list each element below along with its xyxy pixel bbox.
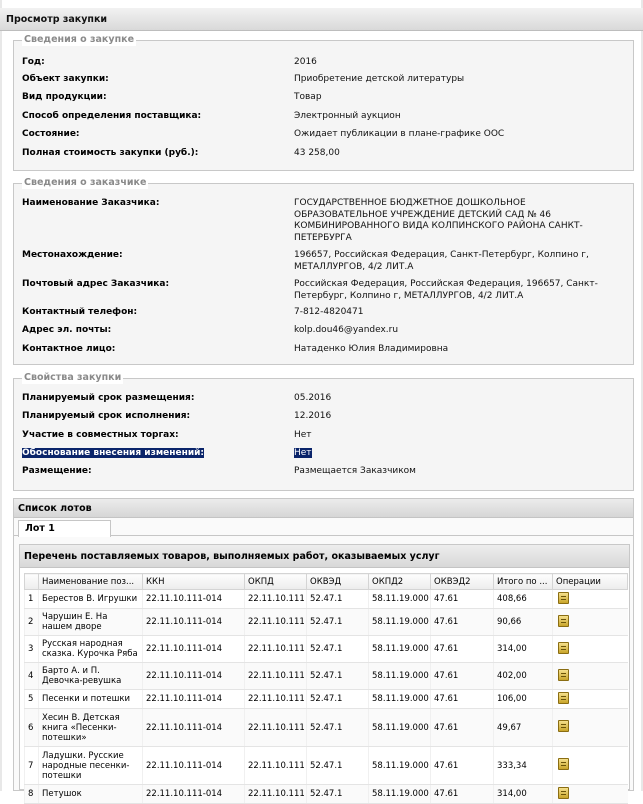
field-value: 196657, Российская Федерация, Санкт-Петербург, Колпино г, МЕТАЛЛУРГОВ, 4/2 ЛИТ.А bbox=[294, 250, 589, 272]
cell-okved: 52.47.1 bbox=[307, 785, 369, 804]
items-table bbox=[24, 573, 628, 804]
cell-okpd2: 58.11.19.000 bbox=[369, 636, 431, 663]
cell-okved: 52.47.1 bbox=[307, 747, 369, 785]
cell-kkn: 22.11.10.111-014 bbox=[143, 690, 245, 709]
customer-info-section bbox=[13, 177, 634, 365]
cell-kkn: 22.11.10.111-014 bbox=[143, 709, 245, 747]
cell-okpd2: 58.11.19.000 bbox=[369, 709, 431, 747]
field-label: Состояние: bbox=[22, 129, 80, 139]
window-title: Просмотр закупки bbox=[0, 8, 643, 31]
cell-kkn: 22.11.10.111-014 bbox=[143, 785, 245, 804]
cell-okved2: 47.61 bbox=[431, 636, 494, 663]
column-header-name[interactable]: Наименование поз... bbox=[39, 574, 143, 590]
cell-okved2: 47.61 bbox=[431, 609, 494, 636]
column-header-kkn[interactable]: ККН bbox=[143, 574, 245, 590]
cell-total: 314,00 bbox=[494, 785, 553, 804]
field-value: Российская Федерация, Российская Федерация, 196657, Санкт-Петербург, Колпино г, МЕТАЛЛУРГОВ, 4/2 ЛИТ.А bbox=[294, 279, 598, 301]
cell-number: 7 bbox=[25, 747, 39, 785]
table-row[interactable] bbox=[25, 663, 628, 690]
column-header-okved2[interactable]: ОКВЭД2 bbox=[431, 574, 494, 590]
field-label: Год: bbox=[22, 57, 45, 67]
field-value: ГОСУДАРСТВЕННОЕ БЮДЖЕТНОЕ ДОШКОЛЬНОЕ ОБРАЗОВАТЕЛЬНОЕ УЧРЕЖДЕНИЕ ДЕТСКИЙ САД № 46 КОМБИНИРОВАННОГО ВИДА КОЛПИНСКОГО РАЙОНА САНКТ-ПЕТЕРБУРГА bbox=[294, 198, 583, 243]
cell-operations bbox=[553, 785, 628, 804]
cell-operations bbox=[553, 690, 628, 709]
cell-total: 408,66 bbox=[494, 590, 553, 609]
table-row[interactable] bbox=[25, 609, 628, 636]
field-value: 43 258,00 bbox=[294, 148, 340, 158]
field-value: 12.2016 bbox=[294, 411, 332, 421]
purchase-props-legend: Свойства закупки bbox=[24, 372, 122, 383]
cell-okpd: 22.11.10.111 bbox=[245, 663, 307, 690]
cell-operations bbox=[553, 747, 628, 785]
field-label: Размещение: bbox=[22, 466, 92, 476]
cell-okved: 52.47.1 bbox=[307, 709, 369, 747]
field-label: Почтовый адрес Заказчика: bbox=[22, 279, 170, 289]
cell-okpd: 22.11.10.111 bbox=[245, 785, 307, 804]
cell-operations bbox=[553, 663, 628, 690]
view-document-icon[interactable] bbox=[558, 615, 569, 627]
field-label: Объект закупки: bbox=[22, 74, 109, 84]
column-header-okpd2[interactable]: ОКПД2 bbox=[369, 574, 431, 590]
cell-okpd2: 58.11.19.000 bbox=[369, 785, 431, 804]
field-label: Местонахождение: bbox=[22, 250, 123, 260]
cell-kkn: 22.11.10.111-014 bbox=[143, 636, 245, 663]
cell-okved: 52.47.1 bbox=[307, 663, 369, 690]
cell-name: Песенки и потешки bbox=[39, 690, 143, 709]
cell-total: 314,00 bbox=[494, 636, 553, 663]
cell-okved2: 47.61 bbox=[431, 663, 494, 690]
cell-name: Петушок bbox=[39, 785, 143, 804]
field-value: 05.2016 bbox=[294, 393, 332, 403]
cell-okved2: 47.61 bbox=[431, 785, 494, 804]
cell-kkn: 22.11.10.111-014 bbox=[143, 663, 245, 690]
column-header-total[interactable]: Итого по ... bbox=[494, 574, 553, 590]
cell-number: 3 bbox=[25, 636, 39, 663]
view-document-icon[interactable] bbox=[558, 720, 569, 732]
field-value: Товар bbox=[294, 92, 322, 102]
field-label: Участие в совместных торгах: bbox=[22, 430, 179, 440]
cell-okved: 52.47.1 bbox=[307, 590, 369, 609]
cell-total: 106,00 bbox=[494, 690, 553, 709]
cell-number: 1 bbox=[25, 590, 39, 609]
field-label: Планируемый срок размещения: bbox=[22, 393, 195, 403]
grid-caption: Перечень поставляемых товаров, выполняемых работ, оказываемых услуг bbox=[20, 545, 629, 568]
view-document-icon[interactable] bbox=[558, 592, 569, 604]
cell-name: Хесин В. Детская книга «Песенки-потешки» bbox=[39, 709, 143, 747]
cell-number: 8 bbox=[25, 785, 39, 804]
cell-total: 90,66 bbox=[494, 609, 553, 636]
cell-total: 333,34 bbox=[494, 747, 553, 785]
field-value: Нет bbox=[294, 430, 312, 440]
cell-number: 5 bbox=[25, 690, 39, 709]
cell-name: Ладушки. Русские народные песенки-потешки bbox=[39, 747, 143, 785]
table-row[interactable] bbox=[25, 785, 628, 804]
table-row[interactable] bbox=[25, 690, 628, 709]
field-value: Ожидает публикации в плане-графике ООС bbox=[294, 129, 505, 139]
table-row[interactable] bbox=[25, 636, 628, 663]
cell-okpd: 22.11.10.111 bbox=[245, 636, 307, 663]
cell-okpd2: 58.11.19.000 bbox=[369, 747, 431, 785]
table-header-row bbox=[25, 574, 628, 590]
window-border-left bbox=[0, 0, 2, 791]
view-document-icon[interactable] bbox=[558, 692, 569, 704]
field-label: Контактный телефон: bbox=[22, 307, 138, 317]
cell-operations bbox=[553, 709, 628, 747]
cell-name: Русская народная сказка. Курочка Ряба bbox=[39, 636, 143, 663]
purchase-info-legend: Сведения о закупке bbox=[24, 34, 135, 45]
cell-okpd2: 58.11.19.000 bbox=[369, 609, 431, 636]
view-document-icon[interactable] bbox=[558, 642, 569, 654]
cell-number: 4 bbox=[25, 663, 39, 690]
field-label-selected: Обоснование внесения изменений: bbox=[22, 448, 205, 458]
cell-operations bbox=[553, 636, 628, 663]
cell-okved2: 47.61 bbox=[431, 709, 494, 747]
field-label: Вид продукции: bbox=[22, 92, 107, 102]
cell-okved2: 47.61 bbox=[431, 747, 494, 785]
table-row[interactable] bbox=[25, 747, 628, 785]
cell-okpd: 22.11.10.111 bbox=[245, 609, 307, 636]
cell-okpd2: 58.11.19.000 bbox=[369, 690, 431, 709]
table-row[interactable] bbox=[25, 709, 628, 747]
cell-total: 402,00 bbox=[494, 663, 553, 690]
field-label: Полная стоимость закупки (руб.): bbox=[22, 148, 199, 158]
field-value bbox=[294, 448, 614, 460]
view-document-icon[interactable] bbox=[558, 758, 569, 770]
cell-total: 49,67 bbox=[494, 709, 553, 747]
customer-info-legend: Сведения о заказчике bbox=[24, 177, 147, 188]
lots-tab-strip bbox=[14, 518, 633, 536]
table-row[interactable] bbox=[25, 590, 628, 609]
cell-name: Берестов В. Игрушки bbox=[39, 590, 143, 609]
cell-okved2: 47.61 bbox=[431, 590, 494, 609]
cell-name: Чарушин Е. На нашем дворе bbox=[39, 609, 143, 636]
cell-okved: 52.47.1 bbox=[307, 636, 369, 663]
tab-lot-1[interactable]: Лот 1 bbox=[18, 520, 111, 537]
view-document-icon[interactable] bbox=[558, 669, 569, 681]
field-label: Адрес эл. почты: bbox=[22, 325, 112, 335]
cell-okpd2: 58.11.19.000 bbox=[369, 663, 431, 690]
view-document-icon[interactable] bbox=[558, 787, 569, 799]
field-value-selected: Нет bbox=[294, 448, 312, 458]
cell-kkn: 22.11.10.111-014 bbox=[143, 590, 245, 609]
cell-kkn: 22.11.10.111-014 bbox=[143, 747, 245, 785]
lots-title: Список лотов bbox=[14, 499, 633, 518]
cell-number: 6 bbox=[25, 709, 39, 747]
purchase-props-section bbox=[13, 372, 634, 491]
field-value: 2016 bbox=[294, 57, 317, 67]
cell-operations bbox=[553, 590, 628, 609]
cell-okpd: 22.11.10.111 bbox=[245, 709, 307, 747]
column-header-okpd[interactable]: ОКПД bbox=[245, 574, 307, 590]
column-header-number[interactable] bbox=[25, 574, 39, 590]
field-label: Планируемый срок исполнения: bbox=[22, 411, 191, 421]
cell-okved2: 47.61 bbox=[431, 690, 494, 709]
field-value: Электронный аукцион bbox=[294, 111, 401, 121]
field-value: 7-812-4820471 bbox=[294, 307, 364, 317]
lots-panel bbox=[13, 498, 634, 799]
column-header-operations[interactable]: Операции bbox=[553, 574, 628, 590]
cell-okved: 52.47.1 bbox=[307, 609, 369, 636]
cell-okved: 52.47.1 bbox=[307, 690, 369, 709]
cell-okpd: 22.11.10.111 bbox=[245, 747, 307, 785]
cell-number: 2 bbox=[25, 609, 39, 636]
cell-name: Барто А. и П. Девочка-ревушка bbox=[39, 663, 143, 690]
cell-okpd: 22.11.10.111 bbox=[245, 690, 307, 709]
cell-okpd2: 58.11.19.000 bbox=[369, 590, 431, 609]
cell-operations bbox=[553, 609, 628, 636]
column-header-okved[interactable]: ОКВЭД bbox=[307, 574, 369, 590]
field-value: kolp.dou46@yandex.ru bbox=[294, 325, 399, 335]
items-grid-panel bbox=[19, 544, 630, 799]
cell-okpd: 22.11.10.111 bbox=[245, 590, 307, 609]
field-value: Приобретение детской литературы bbox=[294, 74, 465, 84]
field-label: Наименование Заказчика: bbox=[22, 198, 160, 208]
field-value: Размещается Заказчиком bbox=[294, 466, 416, 476]
field-label: Способ определения поставщика: bbox=[22, 111, 202, 121]
purchase-info-section bbox=[13, 34, 634, 171]
field-value: Натаденко Юлия Владимировна bbox=[294, 344, 449, 354]
field-label: Контактное лицо: bbox=[22, 344, 116, 354]
cell-kkn: 22.11.10.111-014 bbox=[143, 609, 245, 636]
